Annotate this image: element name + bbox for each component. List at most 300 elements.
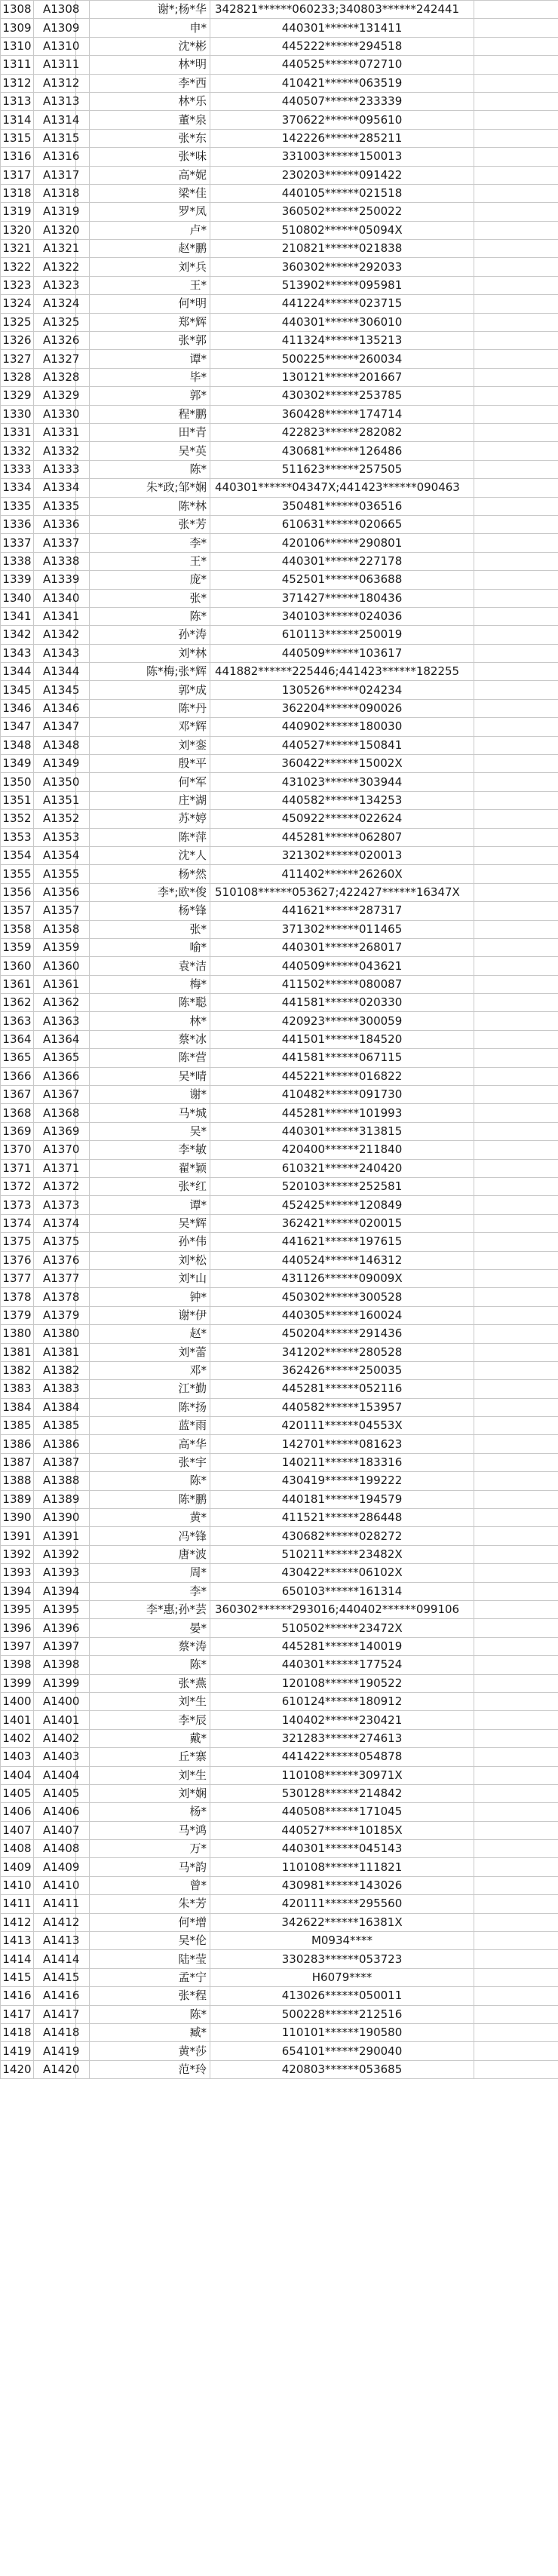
name-cell: 陈*丹 <box>90 699 210 717</box>
table-row <box>1 1932 558 1950</box>
name-cell: 张*程 <box>90 1987 210 2005</box>
id-number-cell: 445222******294518 <box>210 37 474 55</box>
id-number-cell: 430419******199222 <box>210 1472 474 1490</box>
code-cell: A1373 <box>34 1196 76 1214</box>
blank-cell <box>474 497 558 515</box>
id-number-cell: 441224******023715 <box>210 295 474 313</box>
name-cell: 张* <box>90 920 210 938</box>
code-cell: A1310 <box>34 37 76 55</box>
id-number-cell: 360422******15002X <box>210 755 474 773</box>
row-number-cell: 1406 <box>1 1803 34 1821</box>
row-number-cell: 1314 <box>1 111 34 129</box>
blank-cell <box>474 423 558 441</box>
id-number-cell: 445281******101993 <box>210 1104 474 1122</box>
table-row <box>1 1784 558 1802</box>
id-number-cell: 440301******131411 <box>210 19 474 37</box>
blank-cell <box>474 295 558 313</box>
id-number-cell: H6079**** <box>210 1968 474 1986</box>
table-row <box>1 92 558 110</box>
blank-cell <box>474 515 558 533</box>
blank-cell <box>474 1803 558 1821</box>
code-cell: A1359 <box>34 938 76 956</box>
row-number-cell: 1393 <box>1 1564 34 1582</box>
table-row <box>1 663 558 681</box>
name-cell: 钟* <box>90 1288 210 1306</box>
row-number-cell: 1387 <box>1 1453 34 1471</box>
blank-cell <box>474 111 558 129</box>
code-cell: A1409 <box>34 1858 76 1876</box>
table-row <box>1 883 558 901</box>
table-row <box>1 1472 558 1490</box>
code-cell: A1311 <box>34 56 76 74</box>
name-cell: 庄*湖 <box>90 791 210 809</box>
name-cell: 臧* <box>90 2023 210 2041</box>
row-number-cell: 1325 <box>1 313 34 331</box>
row-number-cell: 1379 <box>1 1306 34 1324</box>
blank-cell <box>474 332 558 350</box>
id-number-cell: 510802******05094X <box>210 221 474 239</box>
blank-cell <box>474 1288 558 1306</box>
table-row <box>1 387 558 405</box>
table-row <box>1 1030 558 1048</box>
table-row <box>1 1711 558 1729</box>
row-number-cell: 1340 <box>1 589 34 607</box>
table-row <box>1 1343 558 1361</box>
blank-cell <box>474 1361 558 1379</box>
blank-cell <box>474 1030 558 1048</box>
row-number-cell: 1358 <box>1 920 34 938</box>
name-cell: 陈* <box>90 2005 210 2023</box>
id-number-cell: 445281******140019 <box>210 1637 474 1655</box>
blank-cell <box>474 405 558 423</box>
name-cell: 殷*平 <box>90 755 210 773</box>
row-number-cell: 1370 <box>1 1141 34 1159</box>
id-number-cell: 420803******053685 <box>210 2060 474 2078</box>
table-row <box>1 1582 558 1600</box>
name-cell: 马*鸿 <box>90 1821 210 1839</box>
table-body <box>1 1 558 2079</box>
row-number-cell: 1354 <box>1 846 34 864</box>
code-cell: A1334 <box>34 479 76 497</box>
table-row <box>1 1637 558 1655</box>
code-cell: A1312 <box>34 74 76 92</box>
name-cell: 刘*兵 <box>90 258 210 276</box>
row-number-cell: 1323 <box>1 276 34 294</box>
row-number-cell: 1376 <box>1 1251 34 1269</box>
name-cell: 万* <box>90 1840 210 1858</box>
code-cell: A1367 <box>34 1086 76 1104</box>
table-row <box>1 552 558 570</box>
code-cell: A1309 <box>34 19 76 37</box>
blank-cell <box>474 1932 558 1950</box>
name-cell: 陈*萍 <box>90 828 210 846</box>
table-row <box>1 1178 558 1196</box>
code-cell: A1410 <box>34 1876 76 1894</box>
code-cell: A1406 <box>34 1803 76 1821</box>
table-row <box>1 1600 558 1618</box>
table-row <box>1 368 558 386</box>
blank-cell <box>474 791 558 809</box>
blank-cell <box>474 2060 558 2078</box>
id-number-cell: 440582******134253 <box>210 791 474 809</box>
code-cell: A1341 <box>34 607 76 625</box>
blank-cell <box>474 240 558 258</box>
name-cell: 林*明 <box>90 56 210 74</box>
name-cell: 吴* <box>90 1122 210 1140</box>
name-cell: 郭* <box>90 387 210 405</box>
id-number-cell: 440509******043621 <box>210 957 474 975</box>
id-number-cell: 440524******146312 <box>210 1251 474 1269</box>
table-row <box>1 442 558 460</box>
table-row <box>1 515 558 533</box>
table-row <box>1 607 558 625</box>
code-cell: A1363 <box>34 1012 76 1030</box>
row-number-cell: 1319 <box>1 203 34 221</box>
table-row <box>1 1214 558 1232</box>
name-cell: 蔡*涛 <box>90 1637 210 1655</box>
name-cell: 晏* <box>90 1619 210 1637</box>
table-row <box>1 1564 558 1582</box>
code-cell: A1420 <box>34 2060 76 2078</box>
id-number-cell: 440507******233339 <box>210 92 474 110</box>
table-row <box>1 1876 558 1894</box>
row-number-cell: 1375 <box>1 1233 34 1251</box>
row-number-cell: 1339 <box>1 571 34 589</box>
row-number-cell: 1377 <box>1 1269 34 1287</box>
table-row <box>1 1380 558 1398</box>
table-row <box>1 1269 558 1287</box>
blank-cell <box>474 1269 558 1287</box>
row-number-cell: 1316 <box>1 148 34 166</box>
name-cell: 吴*英 <box>90 442 210 460</box>
code-cell: A1416 <box>34 1987 76 2005</box>
name-cell: 唐*波 <box>90 1545 210 1563</box>
blank-cell <box>474 810 558 828</box>
row-number-cell: 1322 <box>1 258 34 276</box>
table-row <box>1 1748 558 1766</box>
table-row <box>1 2060 558 2078</box>
row-number-cell: 1356 <box>1 883 34 901</box>
row-number-cell: 1404 <box>1 1766 34 1784</box>
id-number-cell: 440305******160024 <box>210 1306 474 1324</box>
blank-cell <box>474 1214 558 1232</box>
blank-cell <box>474 736 558 754</box>
table-row <box>1 479 558 497</box>
row-number-cell: 1368 <box>1 1104 34 1122</box>
id-number-cell: 441621******197615 <box>210 1233 474 1251</box>
name-cell: 杨*锋 <box>90 902 210 920</box>
name-cell: 郭*成 <box>90 681 210 699</box>
id-number-cell: 411521******286448 <box>210 1509 474 1527</box>
row-number-cell: 1330 <box>1 405 34 423</box>
row-number-cell: 1402 <box>1 1729 34 1747</box>
row-number-cell: 1390 <box>1 1509 34 1527</box>
table-row <box>1 1251 558 1269</box>
id-number-cell: 140211******183316 <box>210 1453 474 1471</box>
id-number-cell: 120108******190522 <box>210 1674 474 1692</box>
id-number-cell: 440902******180030 <box>210 718 474 736</box>
table-row <box>1 258 558 276</box>
id-number-cell: 420400******211840 <box>210 1141 474 1159</box>
blank-cell <box>474 479 558 497</box>
row-number-cell: 1398 <box>1 1656 34 1674</box>
blank-cell <box>474 166 558 184</box>
id-number-cell: 450922******022624 <box>210 810 474 828</box>
row-number-cell: 1348 <box>1 736 34 754</box>
name-cell: 林* <box>90 1012 210 1030</box>
code-cell: A1400 <box>34 1692 76 1710</box>
blank-cell <box>474 1472 558 1490</box>
row-number-cell: 1395 <box>1 1600 34 1618</box>
blank-cell <box>474 699 558 717</box>
row-number-cell: 1361 <box>1 975 34 993</box>
name-cell: 王* <box>90 552 210 570</box>
name-cell: 庞* <box>90 571 210 589</box>
blank-cell <box>474 442 558 460</box>
code-cell: A1323 <box>34 276 76 294</box>
blank-cell <box>474 644 558 662</box>
code-cell: A1376 <box>34 1251 76 1269</box>
blank-cell <box>474 1104 558 1122</box>
blank-cell <box>474 1509 558 1527</box>
name-cell: 刘*生 <box>90 1766 210 1784</box>
name-cell: 赵* <box>90 1325 210 1343</box>
id-number-cell: 510211******23482X <box>210 1545 474 1563</box>
blank-cell <box>474 184 558 202</box>
id-number-cell: 142701******081623 <box>210 1435 474 1453</box>
code-cell: A1346 <box>34 699 76 717</box>
table-row <box>1 332 558 350</box>
blank-cell <box>474 1545 558 1563</box>
name-cell: 蔡*冰 <box>90 1030 210 1048</box>
blank-cell <box>474 1876 558 1894</box>
id-number-cell: 370622******095610 <box>210 111 474 129</box>
id-number-cell: 650103******161314 <box>210 1582 474 1600</box>
table-row <box>1 405 558 423</box>
row-number-cell: 1408 <box>1 1840 34 1858</box>
table-row <box>1 1729 558 1747</box>
id-number-cell: 331003******150013 <box>210 148 474 166</box>
code-cell: A1353 <box>34 828 76 846</box>
code-cell: A1392 <box>34 1545 76 1563</box>
table-row <box>1 1950 558 1968</box>
code-cell: A1418 <box>34 2023 76 2041</box>
blank-cell <box>474 994 558 1012</box>
table-row <box>1 902 558 920</box>
table-row <box>1 1122 558 1140</box>
id-number-cell: 513902******095981 <box>210 276 474 294</box>
code-cell: A1405 <box>34 1784 76 1802</box>
table-row <box>1 203 558 221</box>
table-row <box>1 975 558 993</box>
code-cell: A1394 <box>34 1582 76 1600</box>
table-row <box>1 1141 558 1159</box>
code-cell: A1388 <box>34 1472 76 1490</box>
code-cell: A1412 <box>34 1913 76 1931</box>
id-number-cell: 450204******291436 <box>210 1325 474 1343</box>
table-row <box>1 1913 558 1931</box>
row-number-cell: 1403 <box>1 1748 34 1766</box>
blank-cell <box>474 865 558 883</box>
row-number-cell: 1338 <box>1 552 34 570</box>
blank-cell <box>474 938 558 956</box>
blank-cell <box>474 1895 558 1913</box>
code-cell: A1407 <box>34 1821 76 1839</box>
name-cell: 苏*婷 <box>90 810 210 828</box>
code-cell: A1327 <box>34 350 76 368</box>
code-cell: A1404 <box>34 1766 76 1784</box>
name-cell: 杨* <box>90 1803 210 1821</box>
id-number-cell: 140402******230421 <box>210 1711 474 1729</box>
table-row <box>1 865 558 883</box>
row-number-cell: 1315 <box>1 129 34 147</box>
blank-cell <box>474 2042 558 2060</box>
table-row <box>1 1398 558 1416</box>
blank-cell <box>474 681 558 699</box>
row-number-cell: 1374 <box>1 1214 34 1232</box>
blank-cell <box>474 663 558 681</box>
id-number-cell: 110101******190580 <box>210 2023 474 2041</box>
blank-cell <box>474 626 558 644</box>
blank-cell <box>474 1674 558 1692</box>
id-number-cell: 350481******036516 <box>210 497 474 515</box>
id-number-cell: 371427******180436 <box>210 589 474 607</box>
name-cell: 刘*生 <box>90 1692 210 1710</box>
id-number-cell: 420923******300059 <box>210 1012 474 1030</box>
blank-cell <box>474 1490 558 1508</box>
name-cell: 梅* <box>90 975 210 993</box>
code-cell: A1352 <box>34 810 76 828</box>
name-cell: 李*西 <box>90 74 210 92</box>
table-row <box>1 423 558 441</box>
name-cell: 马*韵 <box>90 1858 210 1876</box>
id-number-cell: 440525******072710 <box>210 56 474 74</box>
row-number-cell: 1337 <box>1 534 34 552</box>
blank-cell <box>474 1950 558 1968</box>
row-number-cell: 1394 <box>1 1582 34 1600</box>
blank-cell <box>474 37 558 55</box>
row-number-cell: 1335 <box>1 497 34 515</box>
table-row <box>1 2023 558 2041</box>
id-number-cell: 341202******280528 <box>210 1343 474 1361</box>
id-number-cell: 610113******250019 <box>210 626 474 644</box>
code-cell: A1357 <box>34 902 76 920</box>
name-cell: 谢*;杨*华 <box>90 1 210 19</box>
id-number-cell: 510502******23472X <box>210 1619 474 1637</box>
name-cell: 高*妮 <box>90 166 210 184</box>
name-cell: 吴*辉 <box>90 1214 210 1232</box>
name-cell: 张*郭 <box>90 332 210 350</box>
row-number-cell: 1392 <box>1 1545 34 1563</box>
name-cell: 刘*松 <box>90 1251 210 1269</box>
table-row <box>1 129 558 147</box>
blank-cell <box>474 1398 558 1416</box>
blank-cell <box>474 1582 558 1600</box>
blank-cell <box>474 1067 558 1085</box>
code-cell: A1401 <box>34 1711 76 1729</box>
table-row <box>1 1968 558 1986</box>
table-row <box>1 828 558 846</box>
id-number-cell: 440301******306010 <box>210 313 474 331</box>
code-cell: A1365 <box>34 1049 76 1067</box>
table-row <box>1 1858 558 1876</box>
id-number-cell: 420106******290801 <box>210 534 474 552</box>
code-cell: A1355 <box>34 865 76 883</box>
table-row <box>1 810 558 828</box>
table-row <box>1 1361 558 1379</box>
row-number-cell: 1344 <box>1 663 34 681</box>
row-number-cell: 1389 <box>1 1490 34 1508</box>
code-cell: A1336 <box>34 515 76 533</box>
row-number-cell: 1327 <box>1 350 34 368</box>
blank-cell <box>474 1122 558 1140</box>
name-cell: 陆*莹 <box>90 1950 210 1968</box>
code-cell: A1384 <box>34 1398 76 1416</box>
table-row <box>1 37 558 55</box>
id-number-cell: 422823******282082 <box>210 423 474 441</box>
name-cell: 谭* <box>90 350 210 368</box>
row-number-cell: 1397 <box>1 1637 34 1655</box>
table-row <box>1 1674 558 1692</box>
code-cell: A1387 <box>34 1453 76 1471</box>
code-cell: A1314 <box>34 111 76 129</box>
name-cell: 毕* <box>90 368 210 386</box>
code-cell: A1364 <box>34 1030 76 1048</box>
blank-cell <box>474 1251 558 1269</box>
name-cell: 曾* <box>90 1876 210 1894</box>
table-row <box>1 1895 558 1913</box>
row-number-cell: 1341 <box>1 607 34 625</box>
name-cell: 丘*寨 <box>90 1748 210 1766</box>
id-number-cell: 430682******028272 <box>210 1527 474 1545</box>
code-cell: A1393 <box>34 1564 76 1582</box>
code-cell: A1333 <box>34 460 76 478</box>
id-number-cell: 362426******250035 <box>210 1361 474 1379</box>
name-cell: 戴* <box>90 1729 210 1747</box>
id-number-cell: 430981******143026 <box>210 1876 474 1894</box>
row-number-cell: 1347 <box>1 718 34 736</box>
name-cell: 冯*锋 <box>90 1527 210 1545</box>
code-cell: A1397 <box>34 1637 76 1655</box>
name-cell: 蓝*雨 <box>90 1417 210 1435</box>
code-cell: A1308 <box>34 1 76 19</box>
row-number-cell: 1336 <box>1 515 34 533</box>
table-row <box>1 166 558 184</box>
row-number-cell: 1357 <box>1 902 34 920</box>
row-number-cell: 1384 <box>1 1398 34 1416</box>
id-number-cell: 110108******30971X <box>210 1766 474 1784</box>
id-number-cell: 142226******285211 <box>210 129 474 147</box>
table-row <box>1 276 558 294</box>
table-row <box>1 1159 558 1177</box>
name-cell: 张*燕 <box>90 1674 210 1692</box>
blank-cell <box>474 1656 558 1674</box>
blank-cell <box>474 1637 558 1655</box>
code-cell: A1329 <box>34 387 76 405</box>
table-row <box>1 994 558 1012</box>
name-cell: 申* <box>90 19 210 37</box>
table-row <box>1 1453 558 1471</box>
table-row <box>1 1067 558 1085</box>
blank-cell <box>474 1729 558 1747</box>
row-number-cell: 1419 <box>1 2042 34 2060</box>
row-number-cell: 1351 <box>1 791 34 809</box>
id-number-cell: 411502******080087 <box>210 975 474 993</box>
id-number-cell: 362421******020015 <box>210 1214 474 1232</box>
code-cell: A1331 <box>34 423 76 441</box>
blank-cell <box>474 258 558 276</box>
id-number-cell: 230203******091422 <box>210 166 474 184</box>
